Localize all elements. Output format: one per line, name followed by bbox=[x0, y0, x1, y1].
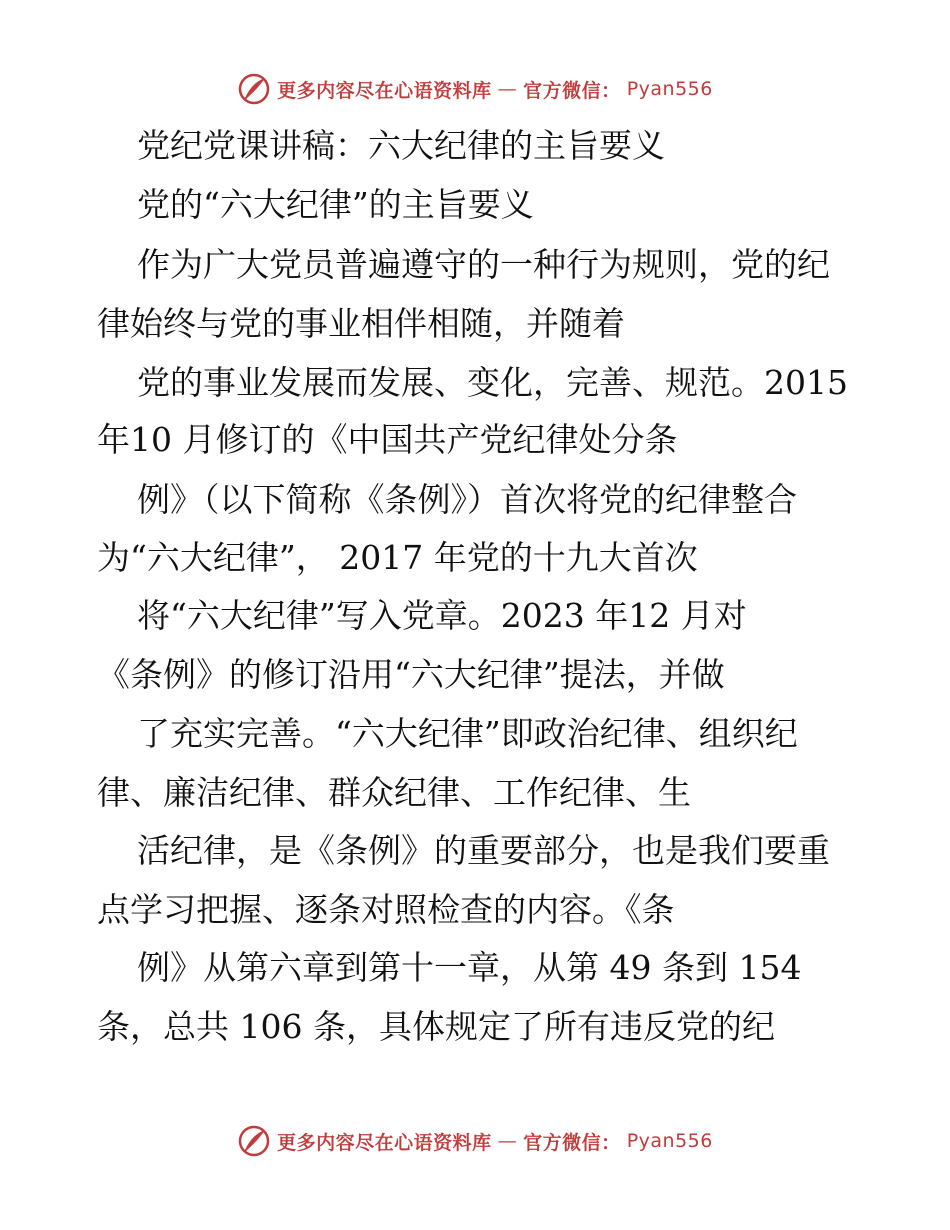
text-line: 例》（以下简称《条例》）首次将党的纪律整合 bbox=[137, 480, 797, 519]
watermark-separator: — bbox=[497, 78, 518, 100]
text-line: 作为广大党员普遍遵守的一种行为规则，党的纪 bbox=[137, 245, 830, 284]
watermark-label: 官方微信： bbox=[523, 1131, 621, 1154]
quill-logo-icon bbox=[237, 72, 271, 106]
text-line: 例》从第六章到第十一章，从第 49 条到 154 bbox=[137, 948, 802, 987]
footer-watermark bbox=[0, 1124, 950, 1158]
text-line: 律始终与党的事业相伴相随，并随着 bbox=[97, 304, 625, 343]
text-line: 年10 月修订的《中国共产党纪律处分条 bbox=[97, 420, 678, 459]
text-line: 了充实完善。“六大纪律”即政治纪律、组织纪 bbox=[137, 714, 798, 753]
page-title: 党纪党课讲稿：六大纪律的主旨要义 bbox=[137, 126, 665, 165]
text-line: 点学习把握、逐条对照检查的内容。《条 bbox=[97, 890, 675, 929]
watermark-id: Pyan556 bbox=[626, 78, 713, 100]
subtitle: 党的“六大纪律”的主旨要义 bbox=[137, 185, 534, 224]
text-line: 条，总共 106 条，具体规定了所有违反党的纪 bbox=[97, 1007, 775, 1046]
text-line: 党的事业发展而发展、变化，完善、规范。2015 bbox=[137, 363, 848, 402]
watermark-label: 官方微信： bbox=[523, 79, 621, 102]
watermark-text: 更多内容尽在心语资料库 bbox=[277, 79, 492, 102]
watermark-separator: — bbox=[497, 1130, 518, 1152]
watermark-text: 更多内容尽在心语资料库 bbox=[277, 1131, 492, 1154]
text-line: 为“六大纪律”， 2017 年党的十九大首次 bbox=[97, 538, 698, 577]
header-watermark bbox=[0, 72, 950, 106]
text-line: 活纪律，是《条例》的重要部分，也是我们要重 bbox=[137, 831, 830, 870]
quill-logo-icon bbox=[237, 1124, 271, 1158]
watermark-id: Pyan556 bbox=[626, 1130, 713, 1152]
text-line: 《条例》的修订沿用“六大纪律”提法，并做 bbox=[97, 655, 725, 694]
text-line: 律、廉洁纪律、群众纪律、工作纪律、生 bbox=[97, 773, 691, 812]
text-line: 将“六大纪律”写入党章。2023 年12 月对 bbox=[137, 596, 747, 635]
